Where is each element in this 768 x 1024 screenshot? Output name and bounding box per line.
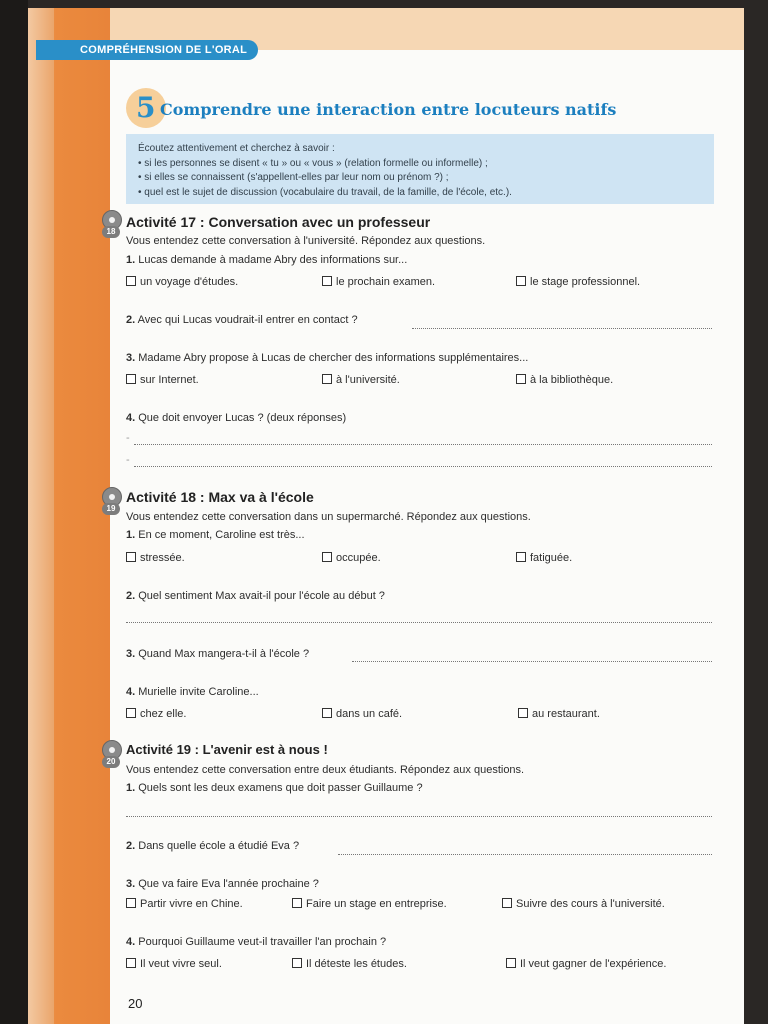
checkbox-icon: [322, 708, 332, 718]
answer-dash: -: [126, 454, 130, 466]
answer-option[interactable]: Partir vivre en Chine.: [126, 898, 243, 910]
lesson-title: Comprendre une interaction entre locuteurs natifs: [160, 100, 617, 119]
activity-title: Activité 18 : Max va à l'école: [126, 489, 314, 505]
checkbox-icon: [322, 552, 332, 562]
instructions-box: [126, 134, 714, 204]
checkbox-icon: [502, 898, 512, 908]
answer-option[interactable]: Il déteste les études.: [292, 958, 407, 970]
answer-line[interactable]: [338, 854, 712, 855]
answer-line[interactable]: [134, 466, 712, 467]
answer-option[interactable]: le stage professionnel.: [516, 276, 640, 288]
checkbox-icon: [126, 276, 136, 286]
section-tab: COMPRÉHENSION DE L'ORAL: [36, 40, 258, 60]
checkbox-icon: [506, 958, 516, 968]
question: 3. Quand Max mangera-t-il à l'école ?: [126, 648, 310, 660]
answer-option[interactable]: un voyage d'études.: [126, 276, 238, 288]
question: 1. En ce moment, Caroline est très...: [126, 529, 305, 541]
checkbox-icon: [126, 552, 136, 562]
answer-option[interactable]: Suivre des cours à l'université.: [502, 898, 665, 910]
answer-line[interactable]: [126, 622, 712, 623]
checkbox-icon: [292, 958, 302, 968]
answer-option[interactable]: Faire un stage en entreprise.: [292, 898, 447, 910]
activity-instruction: Vous entendez cette conversation dans un supermarché. Répondez aux questions.: [126, 511, 531, 523]
audio-track-icon[interactable]: 19: [102, 487, 122, 513]
instructions-lead: Écoutez attentivement et cherchez à savoir :: [138, 143, 335, 154]
answer-line[interactable]: [134, 444, 712, 445]
instructions-bullet: • si les personnes se disent « tu » ou « vous » (relation formelle ou informelle) ;: [138, 157, 488, 169]
answer-dash: -: [126, 432, 130, 444]
checkbox-icon: [518, 708, 528, 718]
answer-option[interactable]: Il veut gagner de l'expérience.: [506, 958, 666, 970]
question: 4. Pourquoi Guillaume veut-il travailler l'an prochain ?: [126, 936, 387, 948]
answer-option[interactable]: au restaurant.: [518, 708, 600, 720]
checkbox-icon: [126, 708, 136, 718]
activity-instruction: Vous entendez cette conversation à l'université. Répondez aux questions.: [126, 235, 486, 247]
instructions-bullet: • si elles se connaissent (s'appellent-elles par leur nom ou prénom ?) ;: [138, 172, 449, 183]
question: 1. Lucas demande à madame Abry des informations sur...: [126, 254, 408, 266]
answer-option[interactable]: à l'université.: [322, 374, 400, 386]
instructions-bullet: • quel est le sujet de discussion (vocabulaire du travail, de la famille, de l'école, etc.).: [138, 186, 512, 198]
answer-line[interactable]: [352, 661, 712, 662]
answer-line[interactable]: [126, 816, 712, 817]
scan-border-right: [744, 0, 768, 1024]
answer-option[interactable]: occupée.: [322, 552, 381, 564]
audio-track-icon[interactable]: 18: [102, 210, 122, 236]
answer-option[interactable]: stressée.: [126, 552, 185, 564]
page-number: 20: [128, 996, 143, 1011]
answer-option[interactable]: Il veut vivre seul.: [126, 958, 222, 970]
checkbox-icon: [126, 374, 136, 384]
scan-border-top: [28, 0, 744, 8]
question: 4. Murielle invite Caroline...: [126, 686, 259, 698]
checkbox-icon: [126, 898, 136, 908]
answer-option[interactable]: à la bibliothèque.: [516, 374, 613, 386]
question: 1. Quels sont les deux examens que doit passer Guillaume ?: [126, 782, 423, 794]
audio-track-icon[interactable]: 20: [102, 740, 122, 766]
lesson-number: 5: [136, 91, 156, 124]
activity-title: Activité 17 : Conversation avec un professeur: [126, 214, 431, 230]
question: 3. Madame Abry propose à Lucas de chercher des informations supplémentaires...: [126, 352, 529, 364]
answer-option[interactable]: chez elle.: [126, 708, 186, 720]
activity-title: Activité 19 : L'avenir est à nous !: [126, 742, 328, 757]
checkbox-icon: [292, 898, 302, 908]
orange-margin-bar: [28, 8, 110, 1024]
question: 3. Que va faire Eva l'année prochaine ?: [126, 878, 319, 890]
answer-option[interactable]: sur Internet.: [126, 374, 199, 386]
question: 2. Quel sentiment Max avait-il pour l'école au début ?: [126, 590, 385, 602]
question: 4. Que doit envoyer Lucas ? (deux réponses): [126, 412, 347, 424]
checkbox-icon: [126, 958, 136, 968]
answer-line[interactable]: [412, 328, 712, 329]
scan-border-left: [0, 0, 28, 1024]
answer-option[interactable]: fatiguée.: [516, 552, 572, 564]
checkbox-icon: [516, 552, 526, 562]
checkbox-icon: [322, 276, 332, 286]
answer-option[interactable]: dans un café.: [322, 708, 402, 720]
checkbox-icon: [516, 374, 526, 384]
checkbox-icon: [516, 276, 526, 286]
checkbox-icon: [322, 374, 332, 384]
answer-option[interactable]: le prochain examen.: [322, 276, 435, 288]
textbook-page: [28, 8, 744, 1024]
question: 2. Avec qui Lucas voudrait-il entrer en contact ?: [126, 314, 358, 326]
activity-instruction: Vous entendez cette conversation entre deux étudiants. Répondez aux questions.: [126, 764, 525, 776]
question: 2. Dans quelle école a étudié Eva ?: [126, 840, 300, 852]
